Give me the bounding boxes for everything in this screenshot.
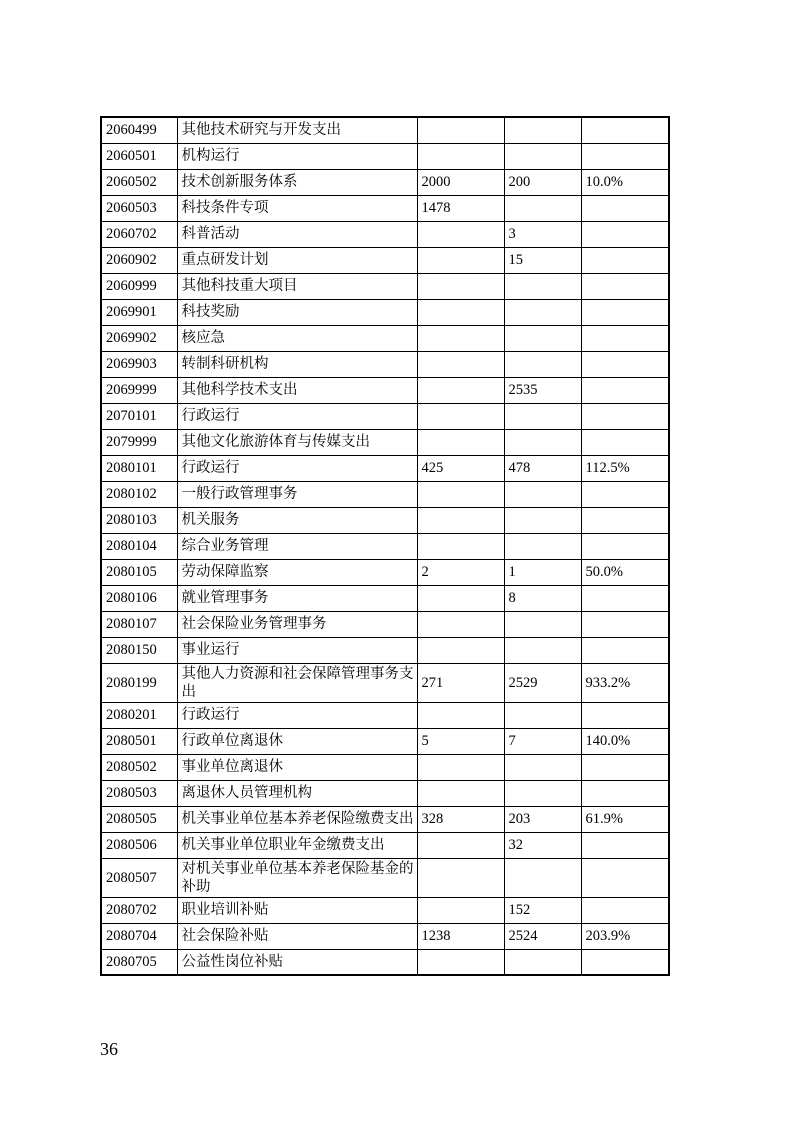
code-cell: 2060502 (101, 169, 177, 195)
name-cell: 其他人力资源和社会保障管理事务支出 (177, 663, 417, 702)
percent-cell (581, 117, 669, 143)
name-cell: 其他文化旅游体育与传媒支出 (177, 429, 417, 455)
value2-cell: 203 (504, 806, 581, 832)
percent-cell (581, 585, 669, 611)
value1-cell: 1478 (417, 195, 504, 221)
percent-cell (581, 897, 669, 923)
value2-cell: 478 (504, 455, 581, 481)
table-row (101, 195, 669, 221)
percent-cell (581, 221, 669, 247)
code-cell: 2080505 (101, 806, 177, 832)
value1-cell: 425 (417, 455, 504, 481)
code-cell: 2080103 (101, 507, 177, 533)
name-cell: 核应急 (177, 325, 417, 351)
table-row (101, 858, 669, 897)
name-cell: 转制科研机构 (177, 351, 417, 377)
name-cell: 行政运行 (177, 455, 417, 481)
percent-cell (581, 143, 669, 169)
name-cell: 就业管理事务 (177, 585, 417, 611)
table-row (101, 299, 669, 325)
name-cell: 事业单位离退休 (177, 754, 417, 780)
code-cell: 2060503 (101, 195, 177, 221)
value2-cell: 8 (504, 585, 581, 611)
value1-cell (417, 949, 504, 975)
value1-cell (417, 429, 504, 455)
code-cell: 2080507 (101, 858, 177, 897)
code-cell: 2080105 (101, 559, 177, 585)
code-cell: 2079999 (101, 429, 177, 455)
percent-cell: 50.0% (581, 559, 669, 585)
table-row (101, 169, 669, 195)
table-row (101, 702, 669, 728)
table-row (101, 221, 669, 247)
table-row (101, 377, 669, 403)
code-cell: 2080150 (101, 637, 177, 663)
name-cell: 其他科技重大项目 (177, 273, 417, 299)
code-cell: 2080104 (101, 533, 177, 559)
name-cell: 科技奖励 (177, 299, 417, 325)
value2-cell (504, 403, 581, 429)
code-cell: 2080502 (101, 754, 177, 780)
table-row (101, 455, 669, 481)
percent-cell (581, 858, 669, 897)
value2-cell: 2529 (504, 663, 581, 702)
table-row (101, 611, 669, 637)
name-cell: 综合业务管理 (177, 533, 417, 559)
value1-cell (417, 897, 504, 923)
name-cell: 事业运行 (177, 637, 417, 663)
table-row (101, 533, 669, 559)
value1-cell (417, 117, 504, 143)
name-cell: 机关服务 (177, 507, 417, 533)
value1-cell (417, 702, 504, 728)
percent-cell (581, 377, 669, 403)
value1-cell (417, 832, 504, 858)
name-cell: 社会保险补贴 (177, 923, 417, 949)
percent-cell: 61.9% (581, 806, 669, 832)
percent-cell (581, 299, 669, 325)
value2-cell (504, 429, 581, 455)
name-cell: 公益性岗位补贴 (177, 949, 417, 975)
value1-cell: 5 (417, 728, 504, 754)
value2-cell (504, 481, 581, 507)
name-cell: 行政运行 (177, 403, 417, 429)
percent-cell (581, 429, 669, 455)
percent-cell (581, 611, 669, 637)
value1-cell: 1238 (417, 923, 504, 949)
code-cell: 2060902 (101, 247, 177, 273)
value2-cell (504, 533, 581, 559)
percent-cell: 140.0% (581, 728, 669, 754)
percent-cell (581, 403, 669, 429)
table-row (101, 351, 669, 377)
value1-cell (417, 299, 504, 325)
table-row (101, 780, 669, 806)
table-row (101, 637, 669, 663)
name-cell: 重点研发计划 (177, 247, 417, 273)
table-row (101, 403, 669, 429)
value1-cell: 2 (417, 559, 504, 585)
value2-cell (504, 702, 581, 728)
percent-cell (581, 507, 669, 533)
value2-cell (504, 611, 581, 637)
name-cell: 职业培训补贴 (177, 897, 417, 923)
code-cell: 2060499 (101, 117, 177, 143)
name-cell: 科普活动 (177, 221, 417, 247)
table-row (101, 728, 669, 754)
value2-cell: 2535 (504, 377, 581, 403)
value2-cell: 200 (504, 169, 581, 195)
table-row (101, 832, 669, 858)
code-cell: 2069999 (101, 377, 177, 403)
percent-cell: 112.5% (581, 455, 669, 481)
value1-cell (417, 221, 504, 247)
code-cell: 2080199 (101, 663, 177, 702)
value2-cell (504, 325, 581, 351)
table-row (101, 143, 669, 169)
table-row (101, 273, 669, 299)
name-cell: 社会保险业务管理事务 (177, 611, 417, 637)
value2-cell (504, 273, 581, 299)
value2-cell: 152 (504, 897, 581, 923)
value1-cell (417, 780, 504, 806)
value2-cell: 3 (504, 221, 581, 247)
percent-cell (581, 702, 669, 728)
value1-cell (417, 325, 504, 351)
table-row (101, 897, 669, 923)
value1-cell (417, 637, 504, 663)
value1-cell (417, 754, 504, 780)
value2-cell (504, 299, 581, 325)
code-cell: 2069901 (101, 299, 177, 325)
value2-cell (504, 195, 581, 221)
value2-cell (504, 949, 581, 975)
code-cell: 2080506 (101, 832, 177, 858)
code-cell: 2080102 (101, 481, 177, 507)
code-cell: 2080503 (101, 780, 177, 806)
code-cell: 2060999 (101, 273, 177, 299)
value1-cell (417, 377, 504, 403)
value2-cell (504, 637, 581, 663)
value1-cell: 328 (417, 806, 504, 832)
table-row (101, 117, 669, 143)
value1-cell (417, 247, 504, 273)
percent-cell (581, 351, 669, 377)
percent-cell: 933.2% (581, 663, 669, 702)
value1-cell (417, 858, 504, 897)
value1-cell: 2000 (417, 169, 504, 195)
value2-cell (504, 754, 581, 780)
code-cell: 2080705 (101, 949, 177, 975)
value2-cell: 7 (504, 728, 581, 754)
table-row (101, 325, 669, 351)
value1-cell (417, 403, 504, 429)
percent-cell (581, 949, 669, 975)
code-cell: 2070101 (101, 403, 177, 429)
value1-cell (417, 507, 504, 533)
value1-cell (417, 481, 504, 507)
table-row (101, 923, 669, 949)
budget-table (100, 116, 670, 976)
percent-cell (581, 780, 669, 806)
name-cell: 技术创新服务体系 (177, 169, 417, 195)
code-cell: 2069902 (101, 325, 177, 351)
value1-cell (417, 273, 504, 299)
percent-cell: 10.0% (581, 169, 669, 195)
percent-cell (581, 637, 669, 663)
code-cell: 2080201 (101, 702, 177, 728)
table-row (101, 507, 669, 533)
code-cell: 2080101 (101, 455, 177, 481)
code-cell: 2080106 (101, 585, 177, 611)
table-row (101, 481, 669, 507)
value1-cell (417, 585, 504, 611)
code-cell: 2060501 (101, 143, 177, 169)
table-row (101, 663, 669, 702)
name-cell: 机构运行 (177, 143, 417, 169)
name-cell: 劳动保障监察 (177, 559, 417, 585)
code-cell: 2080704 (101, 923, 177, 949)
percent-cell (581, 533, 669, 559)
percent-cell (581, 195, 669, 221)
percent-cell (581, 832, 669, 858)
value1-cell: 271 (417, 663, 504, 702)
value2-cell (504, 507, 581, 533)
code-cell: 2080702 (101, 897, 177, 923)
value2-cell (504, 858, 581, 897)
table-row (101, 429, 669, 455)
value1-cell (417, 611, 504, 637)
code-cell: 2080501 (101, 728, 177, 754)
name-cell: 机关事业单位职业年金缴费支出 (177, 832, 417, 858)
value2-cell: 1 (504, 559, 581, 585)
value2-cell (504, 143, 581, 169)
value2-cell (504, 117, 581, 143)
code-cell: 2069903 (101, 351, 177, 377)
name-cell: 其他科学技术支出 (177, 377, 417, 403)
budget-table-body (101, 117, 669, 975)
value2-cell: 2524 (504, 923, 581, 949)
value2-cell (504, 780, 581, 806)
value1-cell (417, 533, 504, 559)
value1-cell (417, 351, 504, 377)
page-number: 36 (100, 1039, 118, 1059)
code-cell: 2080107 (101, 611, 177, 637)
name-cell: 其他技术研究与开发支出 (177, 117, 417, 143)
table-row (101, 585, 669, 611)
table-row (101, 559, 669, 585)
name-cell: 行政运行 (177, 702, 417, 728)
value2-cell (504, 351, 581, 377)
value1-cell (417, 143, 504, 169)
value2-cell: 32 (504, 832, 581, 858)
name-cell: 机关事业单位基本养老保险缴费支出 (177, 806, 417, 832)
percent-cell (581, 754, 669, 780)
name-cell: 行政单位离退休 (177, 728, 417, 754)
name-cell: 对机关事业单位基本养老保险基金的补助 (177, 858, 417, 897)
table-row (101, 247, 669, 273)
percent-cell (581, 247, 669, 273)
value2-cell: 15 (504, 247, 581, 273)
code-cell: 2060702 (101, 221, 177, 247)
percent-cell (581, 481, 669, 507)
table-row (101, 806, 669, 832)
table-row (101, 754, 669, 780)
table-row (101, 949, 669, 975)
percent-cell (581, 273, 669, 299)
name-cell: 一般行政管理事务 (177, 481, 417, 507)
name-cell: 科技条件专项 (177, 195, 417, 221)
percent-cell (581, 325, 669, 351)
percent-cell: 203.9% (581, 923, 669, 949)
name-cell: 离退休人员管理机构 (177, 780, 417, 806)
